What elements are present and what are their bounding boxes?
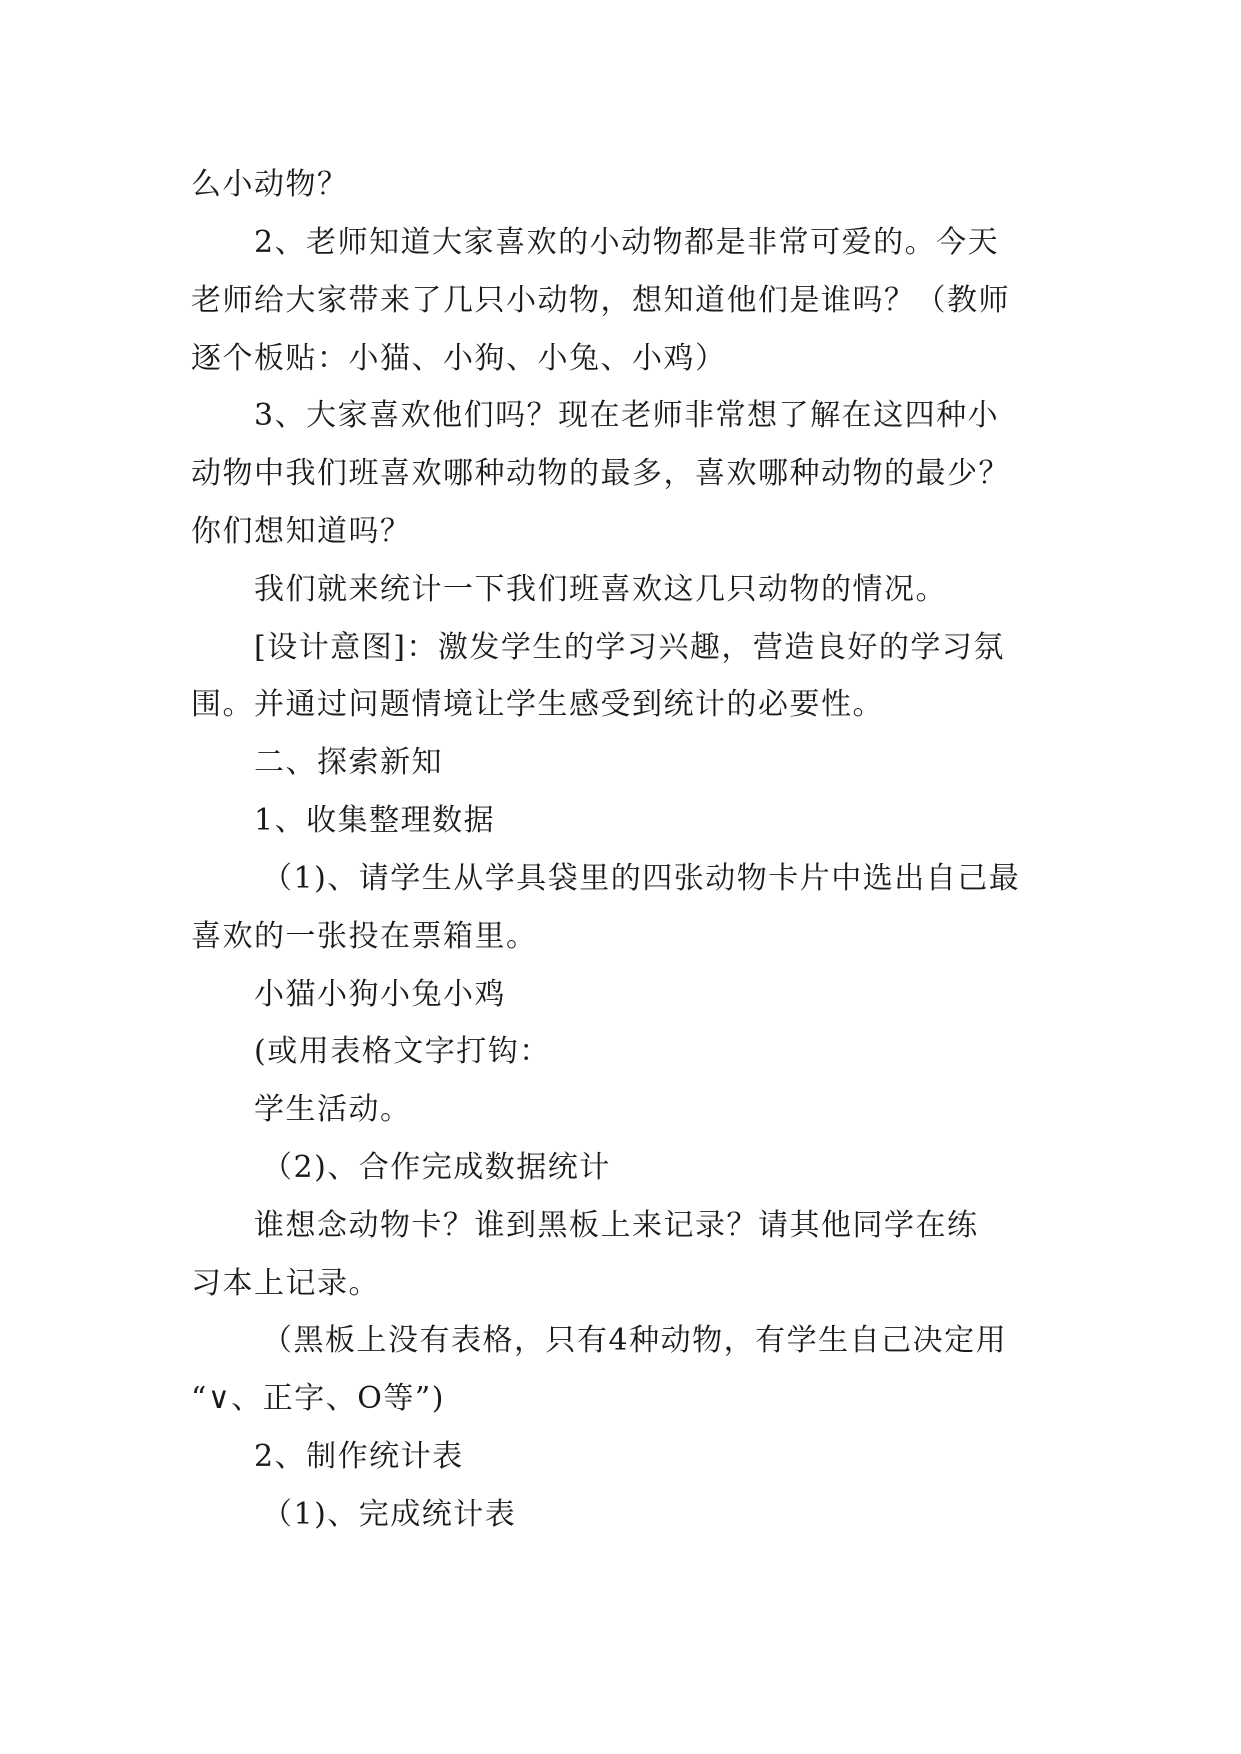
text-line: （1)、请学生从学具袋里的四张动物卡片中选出自己最 xyxy=(262,861,1021,896)
text-line: 喜欢的一张投在票箱里。 xyxy=(191,919,538,954)
subsection-heading: 1、收集整理数据 xyxy=(254,803,496,838)
text-line: 逐个板贴：小猫、小狗、小兔、小鸡） xyxy=(191,341,727,376)
text-line: 2、老师知道大家喜欢的小动物都是非常可爱的。今天 xyxy=(254,225,1000,260)
text-line: 3、大家喜欢他们吗？现在老师非常想了解在这四种小 xyxy=(254,398,1000,433)
text-line: 围。并通过问题情境让学生感受到统计的必要性。 xyxy=(191,687,884,722)
text-line: 学生活动。 xyxy=(254,1092,412,1127)
text-line: (或用表格文字打钩： xyxy=(254,1034,551,1069)
text-line: 我们就来统计一下我们班喜欢这几只动物的情况。 xyxy=(254,572,947,607)
text-line: （黑板上没有表格，只有4种动物，有学生自己决定用 xyxy=(262,1323,1008,1358)
text-line: （2)、合作完成数据统计 xyxy=(262,1150,611,1185)
text-line: 老师给大家带来了几只小动物，想知道他们是谁吗？（教师 xyxy=(191,283,1010,318)
subsection-heading: 2、制作统计表 xyxy=(254,1439,464,1474)
text-line: 么小动物？ xyxy=(191,167,349,202)
text-line: （1)、完成统计表 xyxy=(262,1497,517,1532)
animal-list-line: 小猫小狗小兔小鸡 xyxy=(254,977,506,1012)
section-heading: 二、探索新知 xyxy=(254,745,443,780)
text-line: 习本上记录。 xyxy=(191,1266,380,1301)
text-line: 动物中我们班喜欢哪种动物的最多，喜欢哪种动物的最少？ xyxy=(191,456,1010,491)
text-line: “∨、正字、O等”) xyxy=(191,1381,445,1416)
design-intent-line: [设计意图]：激发学生的学习兴趣，营造良好的学习氛 xyxy=(254,630,1005,665)
text-line: 你们想知道吗？ xyxy=(191,514,412,549)
text-line: 谁想念动物卡？谁到黑板上来记录？请其他同学在练 xyxy=(254,1208,979,1243)
